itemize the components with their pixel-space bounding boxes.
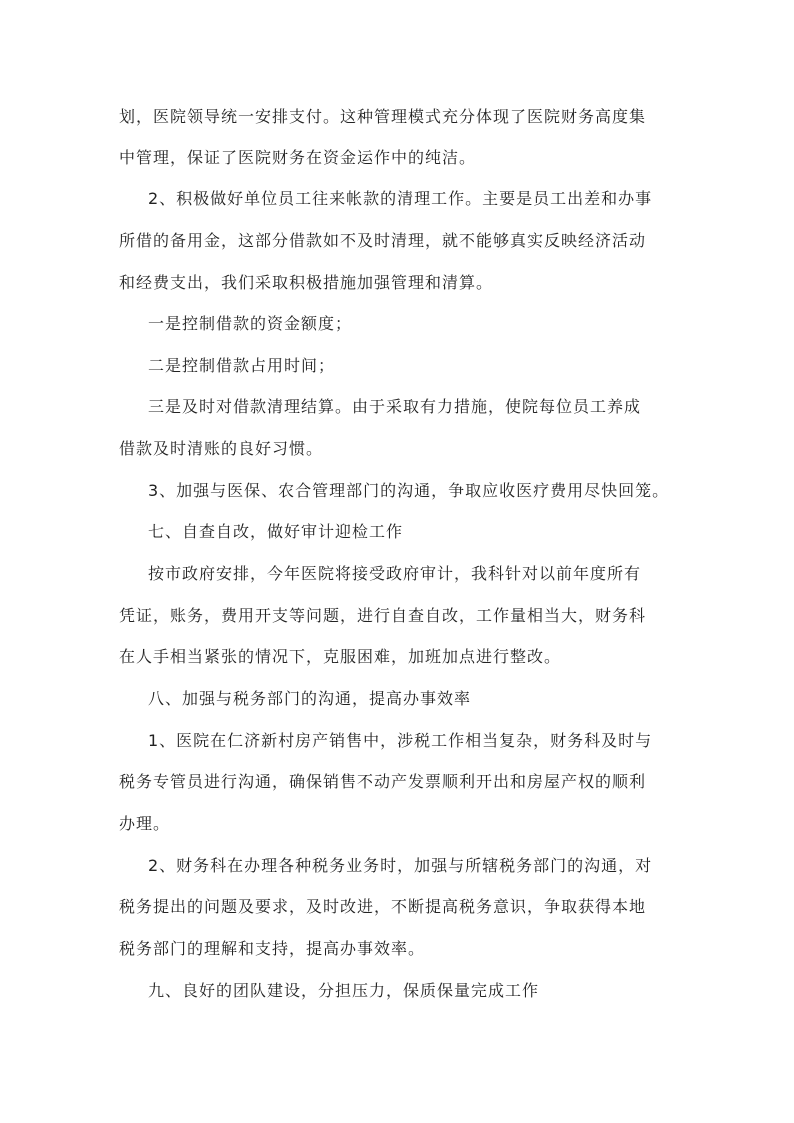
text-line: 中管理，保证了医院财务在资金运作中的纯洁。 [119, 148, 477, 167]
paragraph-heading: 3、加强与医保、农合管理部门的沟通，争取应收医疗费用尽快回笼。 [148, 481, 670, 500]
text-line: 按市政府安排，今年医院将接受政府审计，我科针对以前年度所有 [148, 564, 642, 583]
list-item: 二是控制借款占用时间； [148, 356, 336, 375]
text-line: 办理。 [119, 814, 171, 833]
section-heading: 八、加强与税务部门的沟通，提高办事效率 [148, 689, 472, 708]
text-line: 所借的备用金，这部分借款如不及时清理，就不能够真实反映经济活动 [119, 231, 647, 250]
text-line: 税务提出的问题及要求，及时改进，不断提高税务意识，争取获得本地 [119, 897, 647, 916]
text-line: 划，医院领导统一安排支付。这种管理模式充分体现了医院财务高度集 [119, 107, 647, 126]
text-line: 借款及时清账的良好习惯。 [119, 439, 324, 458]
paragraph-heading: 2、财务科在办理各种税务业务时，加强与所辖税务部门的沟通，对 [148, 856, 653, 875]
list-item: 一是控制借款的资金额度； [148, 314, 353, 333]
section-heading: 九、良好的团队建设，分担压力，保质保量完成工作 [148, 981, 540, 1000]
section-heading: 七、自查自改，做好审计迎检工作 [148, 522, 404, 541]
paragraph-heading: 1、医院在仁济新村房产销售中，涉税工作相当复杂，财务科及时与 [148, 731, 653, 750]
paragraph-heading: 2、积极做好单位员工往来帐款的清理工作。主要是员工出差和办事 [148, 189, 653, 208]
text-line: 在人手相当紧张的情况下，克服困难，加班加点进行整改。 [119, 647, 562, 666]
text-line: 税务专管员进行沟通，确保销售不动产发票顺利开出和房屋产权的顺利 [119, 772, 647, 791]
list-item: 三是及时对借款清理结算。由于采取有力措施，使院每位员工养成 [148, 397, 642, 416]
text-line: 凭证，账务，费用开支等问题，进行自查自改，工作量相当大，财务科 [119, 606, 647, 625]
text-line: 和经费支出，我们采取积极措施加强管理和清算。 [119, 273, 494, 292]
text-line: 税务部门的理解和支持，提高办事效率。 [119, 939, 426, 958]
